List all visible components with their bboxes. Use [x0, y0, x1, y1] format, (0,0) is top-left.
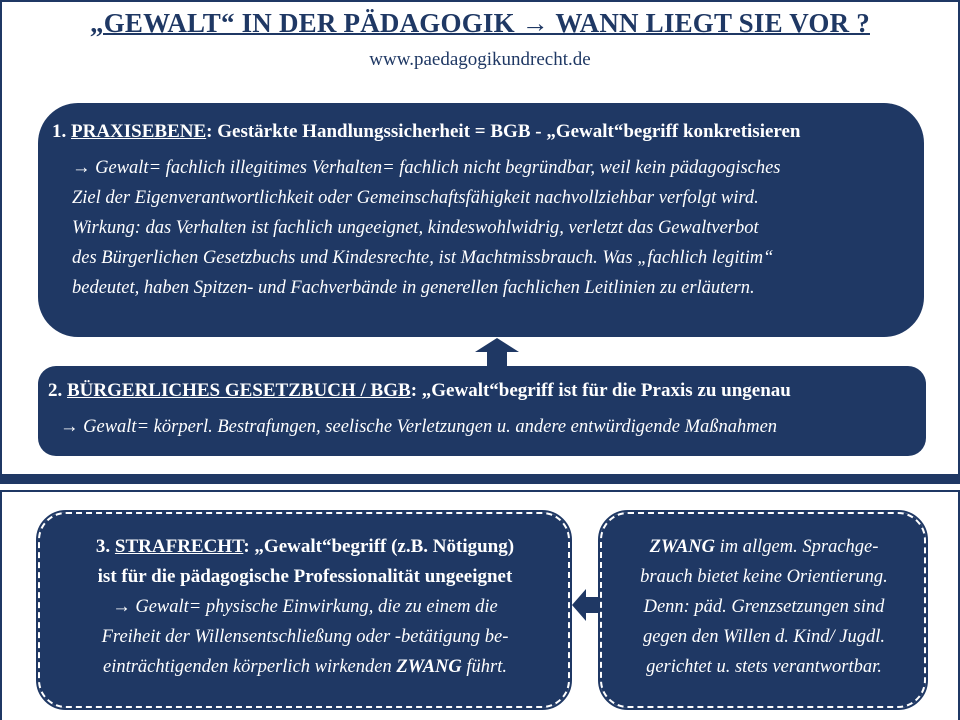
text-line: Wirkung: das Verhalten ist fachlich ungeeignet, kindeswohlwidrig, verletzt das Gewaltverbot	[72, 218, 759, 238]
text-line: des Bürgerlichen Gesetzbuchs und Kindesrechte, ist Machtmissbrauch. Was „fachlich legitim“	[72, 248, 774, 268]
page-title: „GEWALT“ IN DER PÄDAGOGIK → WANN LIEGT SIE VOR ?	[90, 8, 870, 38]
text-line: → Gewalt= fachlich illegitimes Verhalten= fachlich nicht begründbar, weil kein pädagogisches	[72, 158, 781, 178]
website-url: www.paedagogikundrecht.de	[369, 49, 591, 70]
text-line: bedeutet, haben Spitzen- und Fachverbände in generellen fachlichen Leitlinien zu erläutern.	[72, 278, 755, 298]
section-divider	[0, 476, 960, 484]
heading-number: 3.	[95, 536, 111, 557]
praxisebene-box	[38, 103, 924, 337]
strafrecht-heading	[58, 532, 552, 592]
text-segment: einträchtigenden körperlich wirkenden	[102, 657, 397, 677]
text-segment: im allgem. Sprachge-	[715, 537, 879, 557]
heading-keyword: PRAXISEBENE	[71, 121, 207, 142]
text-line: Ziel der Eigenverantwortlichkeit oder Gemeinschaftsfähigkeit nachvollziehbar verfolgt wird.	[72, 188, 759, 208]
zwang-text	[618, 532, 910, 682]
text-segment: führt.	[461, 657, 508, 677]
heading-line-1	[58, 532, 552, 562]
zwang-box	[600, 512, 926, 708]
strafrecht-box	[38, 512, 570, 708]
arrow-up-icon	[473, 338, 521, 366]
bgb-box	[38, 366, 926, 456]
zwang-emphasis: ZWANG	[649, 537, 716, 557]
text-line: Denn: päd. Grenzsetzungen sind	[643, 597, 885, 617]
text-line: brauch bietet keine Orientierung.	[640, 567, 888, 587]
text-line: → Gewalt= physische Einwirkung, die zu einem die	[112, 597, 498, 617]
text-line: gegen den Willen d. Kind/ Jugdl.	[643, 627, 885, 647]
praxisebene-text	[52, 153, 914, 303]
praxisebene-heading	[52, 119, 914, 145]
heading-keyword: BÜRGERLICHES GESETZBUCH / BGB	[67, 380, 411, 401]
strafrecht-text	[58, 592, 552, 682]
bgb-heading	[48, 378, 916, 404]
bgb-text: → Gewalt= körperl. Bestrafungen, seelische Verletzungen u. andere entwürdigende Maßnahmen	[60, 417, 778, 437]
text-line: gerichtet u. stets verantwortbar.	[646, 657, 882, 677]
zwang-emphasis: ZWANG	[396, 657, 462, 677]
heading-number: 2.	[48, 380, 63, 401]
arrow-left-icon	[572, 587, 600, 623]
text-line	[618, 532, 910, 562]
heading-number: 1.	[52, 121, 67, 142]
heading-line-2: ist für die pädagogische Professionalität ungeeignet	[97, 566, 513, 587]
heading-rest: : „Gewalt“begriff ist für die Praxis zu ungenau	[410, 380, 791, 401]
heading-rest: : Gestärkte Handlungssicherheit = BGB - „Gewalt“begriff konkretisieren	[206, 121, 801, 142]
heading-rest: : „Gewalt“begriff (z.B. Nötigung)	[243, 536, 515, 557]
text-line	[58, 652, 552, 682]
heading-keyword: STRAFRECHT	[114, 536, 244, 557]
text-line: Freiheit der Willensentschließung oder -betätigung be-	[101, 627, 509, 647]
